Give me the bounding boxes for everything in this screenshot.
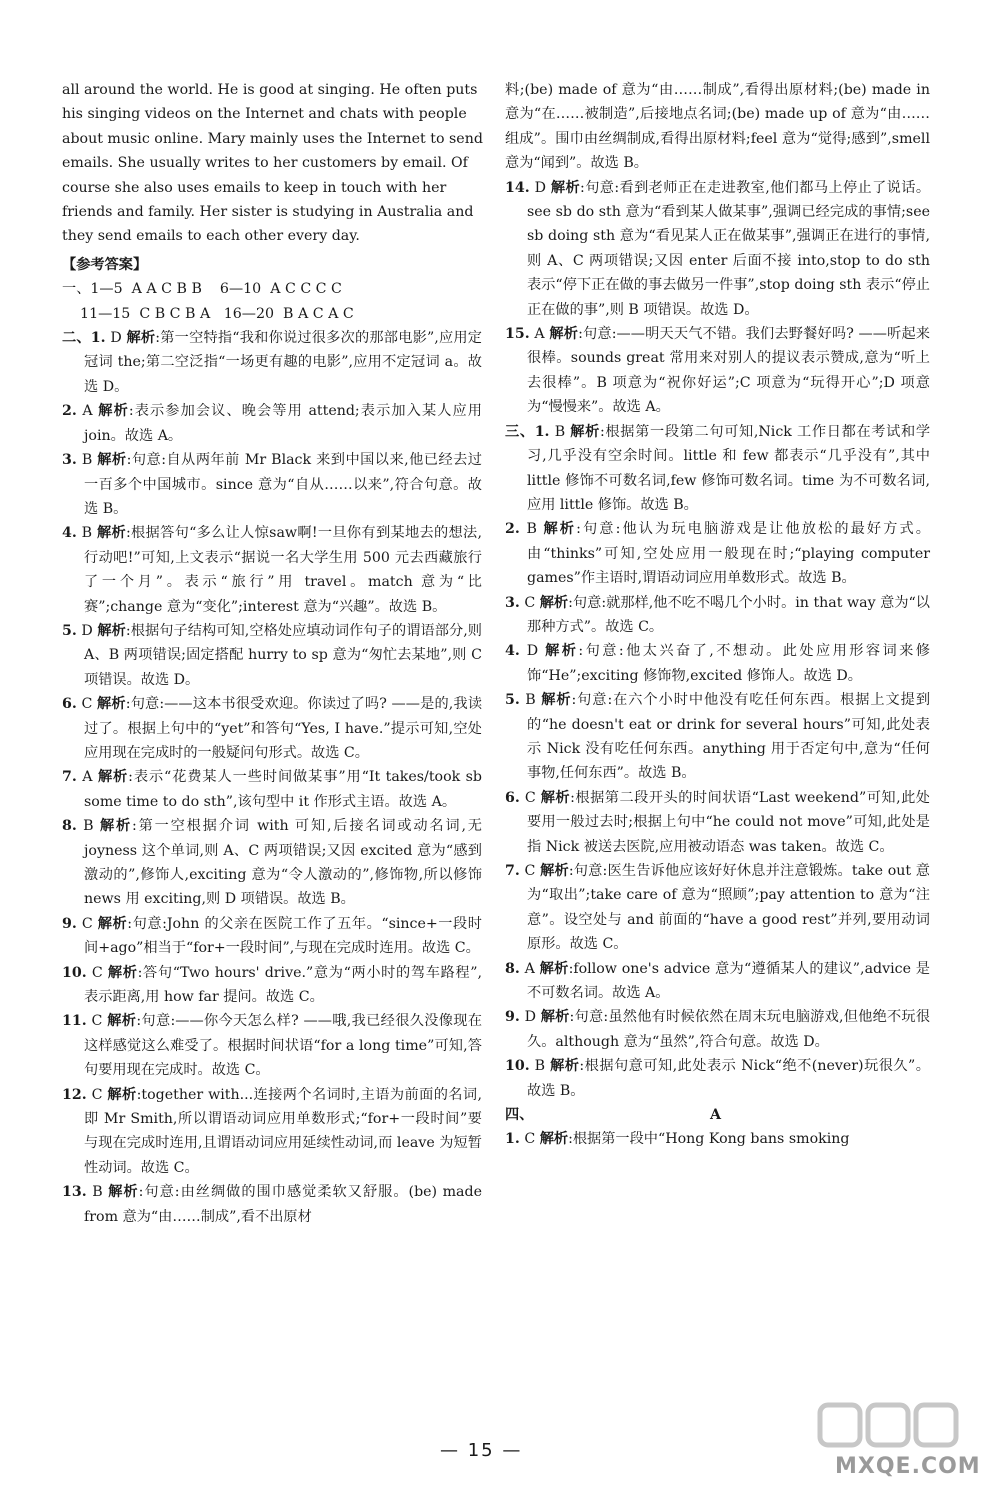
item-answer: D — [81, 622, 93, 639]
explanation-item — [505, 591, 930, 640]
item-keyword: 解析 — [539, 1131, 569, 1148]
answer-heading: 【参考答案】 — [62, 256, 148, 273]
explanation-item — [62, 521, 482, 619]
item-keyword: 解析 — [545, 643, 579, 660]
item-number: 二、1. — [62, 330, 106, 347]
passage-line: friends and family. Her sister is studying in Australia and — [62, 204, 474, 221]
item-answer: C — [91, 1086, 103, 1103]
explanation-item — [62, 326, 482, 399]
explanation-item — [505, 176, 930, 322]
item-keyword: 解析 — [539, 594, 569, 611]
item-number: 5. — [62, 622, 77, 639]
left-explanation-list — [62, 326, 482, 1229]
item-keyword: 解析 — [541, 692, 572, 709]
explanation-item — [505, 786, 930, 859]
item-answer: A — [524, 960, 535, 977]
item-text: :根据第二段开头的时间状语“Last weekend”可知,此处要用一般过去时;根据上句中“he could not move”可知,此处是指 Nick 被送去医院,应用被动语态 was taken。故选 C。 — [527, 789, 930, 855]
item-number: 12. — [62, 1086, 87, 1103]
item-number: 6. — [62, 696, 77, 713]
item-text: :句意:虽然他有时候依然在周末玩电脑游戏,但他绝不玩很久。although 意为“虽然”,符合句意。故选 D。 — [527, 1009, 931, 1050]
item-number: 11. — [62, 1013, 87, 1030]
item-keyword: 解析 — [97, 452, 127, 469]
item-answer: C — [91, 964, 103, 981]
item-text: :句意:在六个小时中他没有吃任何东西。根据上文提到的“he doesn't eat or drink for several hours”可知,此处表示 Nick 没有吃任何东西。anything 用于否定句中,意为“任何事物,任何东西”。故选 B。 — [527, 692, 931, 782]
item-number: 5. — [505, 692, 520, 709]
item-keyword: 解析 — [96, 525, 126, 542]
item-answer: B — [526, 521, 537, 538]
item-number: 7. — [505, 863, 520, 879]
item-text: :句意:就那样,他不吃不喝几个小时。in that way 意为“以那种方式”。故选 C。 — [527, 594, 930, 635]
reading-passage — [62, 78, 482, 249]
explanation-item — [505, 420, 930, 518]
item-keyword: 解析 — [107, 1086, 137, 1103]
item-text: :第一空根据介词 with 可知,后接名词或动名词,无 joyness 这个单词,则 A、C 两项错误;又因 excited 意为“感到激动的”,修饰人,exciting 意为“令人激动的”,修饰物,所以修饰 news 用 exciting,则 D 项错误。故选 B。 — [84, 818, 482, 908]
item-answer: D — [526, 643, 539, 660]
explanation-item — [505, 1005, 930, 1054]
item-number: 9. — [62, 915, 77, 932]
section4-header — [505, 1103, 930, 1127]
item-text: :句意:自从两年前 Mr Black 来到中国以来,他已经去过一百多个中国城市。since 意为“自从……以来”,符合句意。故选 B。 — [84, 452, 482, 517]
item-number: 3. — [62, 452, 77, 469]
item-number: 14. — [505, 179, 530, 196]
item-answer: B — [92, 1184, 103, 1201]
item-number: 1. — [505, 1131, 520, 1148]
item-keyword: 解析 — [540, 1009, 570, 1026]
item-keyword: 解析 — [97, 769, 129, 786]
item-answer: B — [525, 692, 536, 709]
item-text: :表示参加会议、晚会等用 attend;表示加入某人应用 join。故选 A。 — [84, 403, 482, 444]
passage-line: his singing videos on the Internet and chats with people — [62, 106, 467, 123]
item-text: :句意:由丝绸做的围巾感觉柔软又舒服。(be) made from 意为“由……制成”,看不出原材 — [84, 1184, 482, 1225]
item-number: 6. — [505, 789, 520, 806]
item-keyword: 解析 — [550, 1058, 580, 1075]
explanation-item — [62, 912, 482, 961]
item-keyword: 解析 — [107, 1013, 137, 1030]
item-answer: D — [534, 179, 546, 196]
item-number: 4. — [505, 643, 520, 660]
item-text: :句意:他认为玩电脑游戏是让他放松的最好方式。由“thinks”可知,空处应用一般现在时;“playing computer games”作主语时,谓语动词应用单数形式。故选 B。 — [527, 521, 930, 587]
item-number: 13. — [62, 1184, 87, 1201]
right-column — [505, 78, 930, 1152]
item-keyword: 解析 — [543, 521, 577, 538]
left-column — [62, 78, 482, 1229]
passage-line: course she also uses emails to keep in touch with her — [62, 179, 447, 196]
section1-answers-line2: 11—15 C B C B A 16—20 B A C A C — [62, 305, 354, 322]
section4-passage-label: A — [710, 1107, 722, 1124]
item-number: 三、1. — [505, 423, 550, 440]
item-number: 2. — [505, 521, 520, 538]
explanation-item — [62, 399, 482, 448]
item-answer: C — [524, 1131, 536, 1148]
item-answer: C — [81, 915, 93, 932]
watermark-text: MXQE.COM — [835, 1454, 981, 1479]
item-answer: A — [82, 403, 93, 420]
page-number: — 15 — — [440, 1440, 523, 1461]
passage-line: all around the world. He is good at singing. He often puts — [62, 82, 478, 98]
item-number: 8. — [505, 960, 520, 977]
item-keyword: 解析 — [570, 423, 600, 440]
explanation-item — [62, 692, 482, 765]
item-text: :答句“Two hours' drive.”意为“两小时的驾车路程”,表示距离,用 how far 提问。故选 C。 — [84, 964, 482, 1006]
explanation-item — [62, 448, 482, 521]
item-keyword: 解析 — [108, 1184, 139, 1201]
item-text: :句意:John 的父亲在医院工作了五年。“since+一段时间+ago”相当于“for+一段时间”,与现在完成时连用。故选 C。 — [84, 915, 482, 957]
explanation-item — [505, 688, 930, 786]
item-keyword: 解析 — [126, 330, 156, 347]
item-keyword: 解析 — [97, 915, 128, 932]
explanation-item — [505, 639, 930, 688]
explanation-item — [62, 765, 482, 814]
explanation-item — [505, 322, 930, 420]
item-number: 9. — [505, 1009, 520, 1026]
explanation-item — [505, 517, 930, 590]
explanation-item — [62, 1009, 482, 1082]
item-number: 3. — [505, 594, 520, 611]
item-text: :句意:他太兴奋了,不想动。此处应用形容词来修饰“He”;exciting 修饰物,excited 修饰人。故选 D。 — [527, 643, 930, 684]
item-answer: C — [81, 696, 93, 713]
item-text: :根据第一段中“Hong Kong bans smoking — [568, 1131, 850, 1148]
item-answer: C — [524, 594, 536, 611]
item-text: :句意:——你今天怎么样? ——哦,我已经很久没像现在这样感觉这么难受了。根据时间状语“for a long time”可知,答句要用现在完成时。故选 C。 — [84, 1013, 483, 1079]
item-answer: D — [110, 330, 122, 347]
item-text: :第一空特指“我和你说过很多次的那部电影”,应用定冠词 the;第二空泛指“一场更有趣的电影”,应用不定冠词 a。故选 D。 — [84, 330, 482, 395]
item-keyword: 解析 — [549, 326, 579, 343]
item-answer: D — [524, 1009, 536, 1026]
item-text: :follow one's advice 意为“遵循某人的建议”,advice 是不可数名词。故选 A。 — [527, 960, 930, 1002]
item-answer: B — [83, 818, 94, 835]
item-keyword: 解析 — [98, 403, 129, 420]
item-text: :根据句子结构可知,空格处应填动词作句子的谓语部分,则 A、B 两项错误;固定搭配 hurry to sp 意为“匆忙去某地”,则 C 项错误。故选 D。 — [84, 622, 482, 688]
item-keyword: 解析 — [99, 818, 132, 835]
item-answer: C — [91, 1013, 103, 1030]
right-explanation-list — [505, 176, 930, 1103]
item-answer: B — [534, 1058, 546, 1075]
explanation-item — [505, 957, 930, 1006]
item-text: :根据答句“多么让人惊saw啊!一旦你有到某地去的想法,行动吧!”可知,上文表示“据说一名大学生用 500 元去西藏旅行了一个月”。表示“旅行”用 travel。match 意为“比赛”;change 意为“变化”;interest 意为“兴趣”。故选 B。 — [84, 525, 482, 615]
item-number: 10. — [62, 964, 87, 981]
item-keyword: 解析 — [540, 789, 571, 806]
item-number: 15. — [505, 326, 530, 343]
item-text: :根据句意可知,此处表示 Nick“绝不(never)玩很久”。故选 B。 — [527, 1058, 930, 1099]
explanation-item — [505, 1054, 930, 1103]
item-answer: B — [81, 525, 93, 542]
item-number: 2. — [62, 403, 77, 420]
section4-label: 四、 — [505, 1107, 534, 1124]
item-keyword: 解析 — [107, 964, 138, 981]
item-text: :表示“花费某人一些时间做某事”用“It takes/took sb some time to do sth”,该句型中 it 作形式主语。故选 A。 — [84, 769, 483, 810]
continued-explanation: 料;(be) made of 意为“由……制成”,看得出原材料;(be) made in 意为“在……被制造”,后接地点名词;(be) made up of 意为“由……组成”。围巾由丝绸制成,看得出原材料;feel 意为“觉得;感到”,smell 意为“闻到”。故选 B。 — [505, 82, 930, 172]
item-keyword: 解析 — [540, 863, 569, 879]
item-text: :句意:——这本书很受欢迎。你读过了吗? ——是的,我读过了。根据上句中的“yet”和答句“Yes, I have.”提示可知,空处应用现在完成时的一般疑问句形式。故选 C。 — [84, 696, 483, 761]
passage-line: emails. She usually writes to her customers by email. Of — [62, 155, 468, 172]
item-answer: B — [554, 423, 566, 440]
section1-answers-line1: 一、1—5 A A C B B 6—10 A C C C C — [62, 281, 342, 298]
item-number: 8. — [62, 818, 77, 835]
item-answer: A — [534, 326, 545, 343]
item-number: 7. — [62, 769, 77, 786]
item-answer: C — [524, 789, 536, 806]
item-text: :together with...连接两个名词时,主语为前面的名词,即 Mr Smith,所以谓语动词应用单数形式;“for+一段时间”要与现在完成时连用,且谓语动词应用延续性动词,而 leave 为短暂性动词。故选 C。 — [84, 1086, 483, 1176]
explanation-item — [62, 814, 482, 912]
item-text: :句意:看到老师正在走进教室,他们都马上停止了说话。see sb do sth 意为“看到某人做某事”,强调已经完成的事情;see sb doing sth 意为“看见某人正在做某事”,强调正在进行的事情,则 A、C 两项错误;又因 enter 后面不接 into,stop to do sth 表示“停下正在做的事去做另一件事”,stop doing sth 表示“停止正在做的事”,则 B 项错误。故选 D。 — [527, 179, 931, 318]
explanation-item — [62, 619, 482, 692]
item-answer: C — [524, 863, 536, 879]
item-keyword: 解析 — [97, 696, 126, 713]
item-text: :根据第一段第二句可知,Nick 工作日都在考试和学习,几乎没有空余时间。little 和 few 都表示“几乎没有”,其中 little 修饰不可数名词,few 修饰可数名词。time 为不可数名词,应用 little 修饰。故选 B。 — [527, 423, 931, 513]
explanation-item — [505, 859, 930, 957]
item-number: 10. — [505, 1058, 530, 1075]
item-keyword: 解析 — [97, 622, 126, 639]
passage-line: they send emails to each other every day. — [62, 228, 360, 245]
explanation-item — [505, 1127, 930, 1151]
item-keyword: 解析 — [539, 960, 569, 977]
item-text: :句意:医生告诉他应该好好休息并注意锻炼。take out 意为“取出”;take care of 意为“照顾”;pay attention to 意为“注意”。设空处与 and 前面的“have a good rest”并列,要用动词原形。故选 C。 — [527, 863, 930, 953]
item-answer: A — [82, 769, 93, 786]
item-text: :句意:——明天天气不错。我们去野餐好吗? ——听起来很棒。sounds great 常用来对别人的提议表示赞成,意为“听上去很棒”。B 项意为“祝你好运”;C 项意为“玩得开心”;D 项意为“慢慢来”。故选 A。 — [527, 326, 930, 416]
item-number: 4. — [62, 525, 77, 542]
passage-line: about music online. Mary mainly uses the Internet to send — [62, 130, 483, 147]
explanation-item — [62, 1083, 482, 1181]
item-keyword: 解析 — [550, 179, 581, 196]
explanation-item — [62, 1180, 482, 1229]
item-answer: B — [81, 452, 93, 469]
explanation-item — [62, 961, 482, 1010]
